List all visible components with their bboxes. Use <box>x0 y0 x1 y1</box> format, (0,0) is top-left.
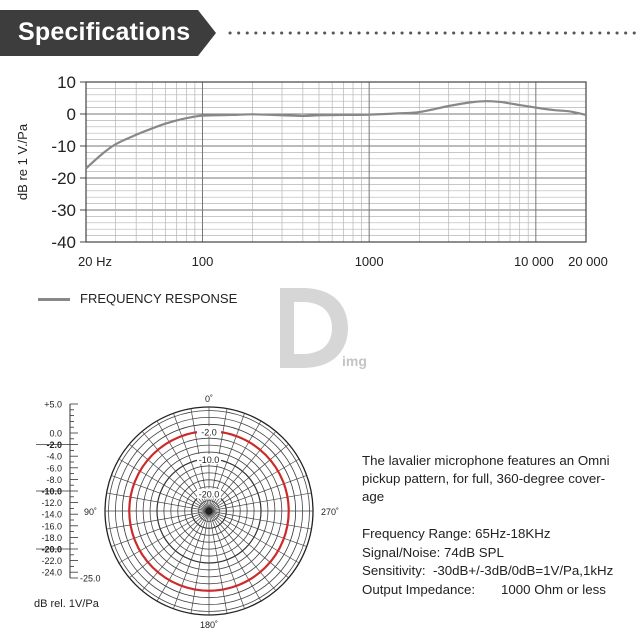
spec-signal-noise: Signal/Noise: 74dB SPL <box>362 544 504 560</box>
x-tick-label: 20 Hz <box>78 254 112 269</box>
polar-angle-label: 180˚ <box>199 620 219 630</box>
spec-sensitivity: Sensitivity: -30dB+/-3dB/0dB=1V/Pa,1kHz <box>362 563 614 578</box>
scale-label: -12.0 <box>41 498 62 509</box>
x-tick-label: 1000 <box>354 254 384 269</box>
watermark-logo <box>272 282 372 372</box>
scale-label: -4.0 <box>46 451 62 462</box>
scale-label: -10.0 <box>41 486 62 497</box>
polar-angle-label: 270˚ <box>321 507 340 517</box>
y-tick-label: -40 <box>51 233 76 252</box>
section-banner <box>0 10 644 56</box>
polar-angle-label: 0˚ <box>204 394 214 404</box>
watermark-graphic <box>272 282 372 372</box>
spec-frequency-range: Frequency Range: 65Hz-18KHz <box>362 526 551 541</box>
chart-grid <box>80 82 586 242</box>
page-title: Specifications <box>18 18 191 46</box>
scale-label: -25.0 <box>80 573 101 584</box>
polar-ring-label: -10.0 <box>198 455 220 465</box>
polar-ring-label: -20.0 <box>198 489 220 500</box>
specs-list <box>362 525 642 599</box>
polar-center <box>206 508 213 515</box>
frequency-response-chart <box>0 60 644 290</box>
scale-label: -2.0 <box>46 440 62 451</box>
polar-scale <box>36 400 101 584</box>
watermark-text: img <box>342 353 367 369</box>
scale-label: -20.0 <box>41 544 62 555</box>
chart-legend <box>38 291 237 306</box>
x-tick-label: 20 000 <box>568 254 608 269</box>
scale-label: -8.0 <box>46 474 62 485</box>
y-tick-label: 10 <box>57 73 76 92</box>
plot-frame <box>86 82 586 242</box>
scale-label: -18.0 <box>41 532 62 543</box>
x-tick-label: 10 000 <box>513 254 554 269</box>
y-tick-label: -20 <box>51 169 76 188</box>
y-tick-label: -30 <box>51 201 76 220</box>
polar-unit-label: dB rel. 1V/Pa <box>34 598 99 610</box>
description-line-1: The lavalier microphone features an Omni <box>362 453 610 468</box>
chart-tick-labels <box>51 73 607 269</box>
scale-label: -14.0 <box>41 509 62 520</box>
pattern-description <box>362 452 637 506</box>
series-line-frequency-response <box>86 101 586 168</box>
scale-label: -16.0 <box>41 521 62 532</box>
scale-label: -24.0 <box>41 567 62 578</box>
scale-label: 0.0 <box>49 428 62 439</box>
y-axis-label: dB re 1 V./Pa <box>15 123 30 201</box>
polar-pattern-chart <box>0 385 644 644</box>
y-tick-label: -10 <box>51 137 76 156</box>
watermark-d-shape <box>280 288 348 368</box>
legend-line-swatch <box>38 298 70 301</box>
scale-label: +5.0 <box>44 399 62 410</box>
description-line-3: age <box>362 489 385 504</box>
scale-label: -22.0 <box>41 556 62 567</box>
scale-label: -6.0 <box>46 463 62 474</box>
y-tick-label: 0 <box>66 105 76 124</box>
legend-label: FREQUENCY RESPONSE <box>80 291 238 306</box>
polar-angle-label: 90˚ <box>83 507 97 517</box>
polar-ring-label: -2.0 <box>201 427 217 438</box>
polar-grid <box>105 407 313 615</box>
x-tick-label: 100 <box>191 254 214 269</box>
spec-output-impedance: Output Impedance: 1000 Ohm or less <box>362 581 606 597</box>
description-line-2: pickup pattern, for full, 360-degree cover- <box>362 471 606 486</box>
